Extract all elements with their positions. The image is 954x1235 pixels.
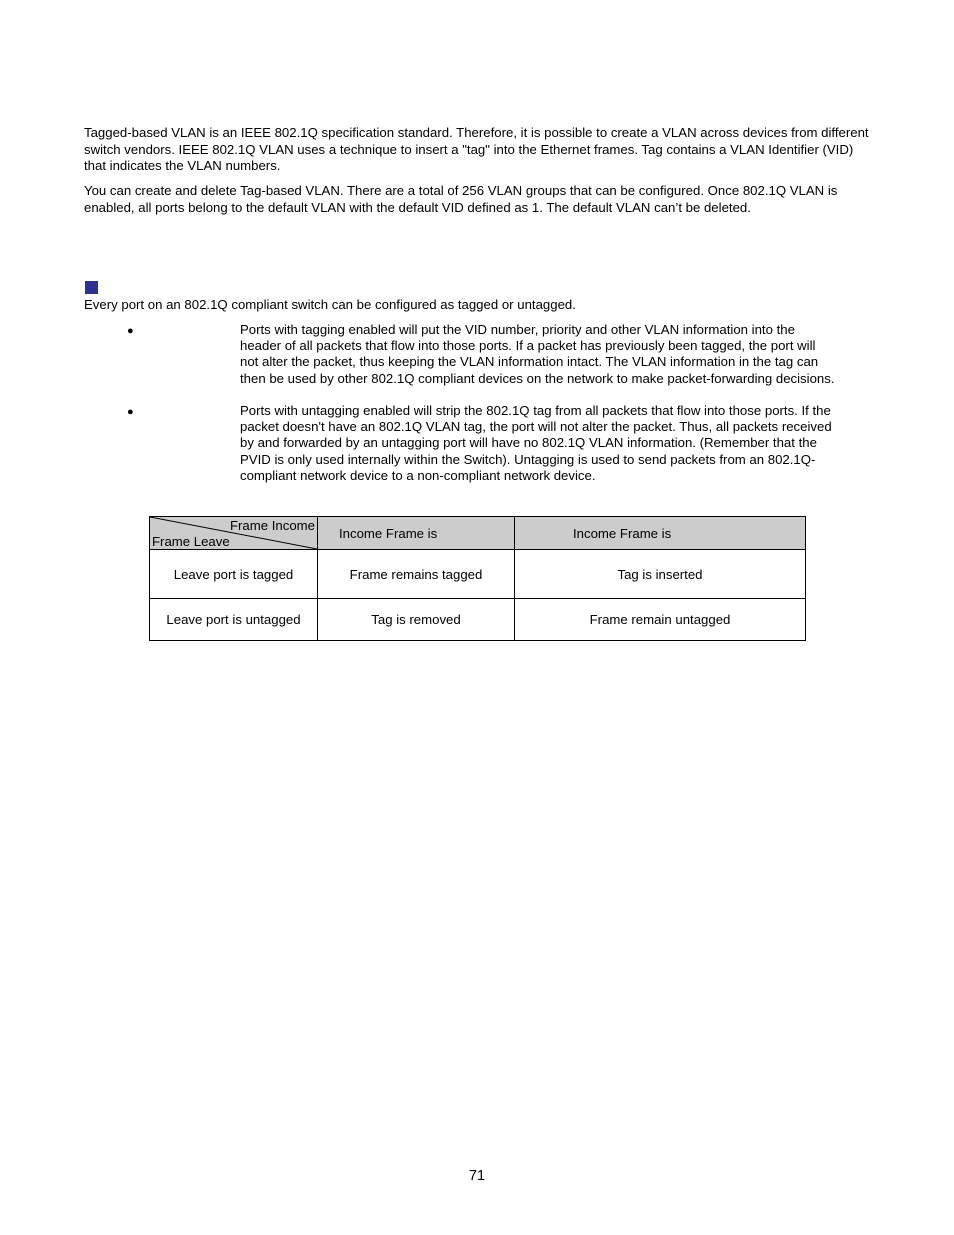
table-corner-cell	[150, 517, 318, 550]
corner-label-leave: Frame Leave	[152, 534, 230, 549]
table-cell: Frame remain untagged	[515, 599, 806, 641]
frame-handling-table	[149, 516, 806, 641]
bullet-icon: ●	[127, 325, 134, 337]
table-cell: Tag is inserted	[515, 550, 806, 599]
table-cell: Tag is removed	[318, 599, 515, 641]
square-icon	[85, 281, 98, 294]
bullet-text-untagging: Ports with untagging enabled will strip the 802.1Q tag from all packets that flow into those ports. If the packet doesn't have an 802.1Q VLAN tag, the port will not alter the packet. Thus, all packets received by and forwarded by an untagging port will have no 802.1Q VLAN information. (Remember that the PVID is only used internally within the Switch). Untagging is used to send packets from an 802.1Q-compliant network device to a non-compliant network device.	[240, 403, 832, 483]
table-row	[150, 550, 806, 599]
intro-paragraph-2: You can create and delete Tag-based VLAN. There are a total of 256 VLAN groups that can be configured. Once 802.1Q VLAN is enabled, all ports belong to the default VLAN with the default VID defined as 1. The default VLAN can’t be deleted.	[84, 183, 838, 215]
table-header-cell: Income Frame is	[515, 517, 806, 550]
section-intro-text: Every port on an 802.1Q compliant switch can be configured as tagged or untagged.	[84, 297, 576, 312]
bullet-icon: ●	[127, 406, 134, 418]
table-header-cell: Income Frame is	[318, 517, 515, 550]
table-header-row	[150, 517, 806, 550]
row-label: Leave port is untagged	[150, 599, 318, 641]
page-number: 71	[468, 1168, 486, 1184]
table-cell: Frame remains tagged	[318, 550, 515, 599]
bullet-text-tagging: Ports with tagging enabled will put the VID number, priority and other VLAN information into the header of all packets that flow into those ports. If a packet has previously been tagged, the port will not alter the packet, thus keeping the VLAN information intact. The VLAN information in the tag can then be used by other 802.1Q compliant devices on the network to make packet-forwarding decisions.	[240, 322, 835, 386]
table-row	[150, 599, 806, 641]
corner-label-income: Frame Income	[229, 518, 315, 533]
row-label: Leave port is tagged	[150, 550, 318, 599]
intro-paragraph-1: Tagged-based VLAN is an IEEE 802.1Q specification standard. Therefore, it is possible to create a VLAN across devices from different switch vendors. IEEE 802.1Q VLAN uses a technique to insert a "tag" into the Ethernet frames. Tag contains a VLAN Identifier (VID) that indicates the VLAN numbers.	[84, 125, 869, 173]
